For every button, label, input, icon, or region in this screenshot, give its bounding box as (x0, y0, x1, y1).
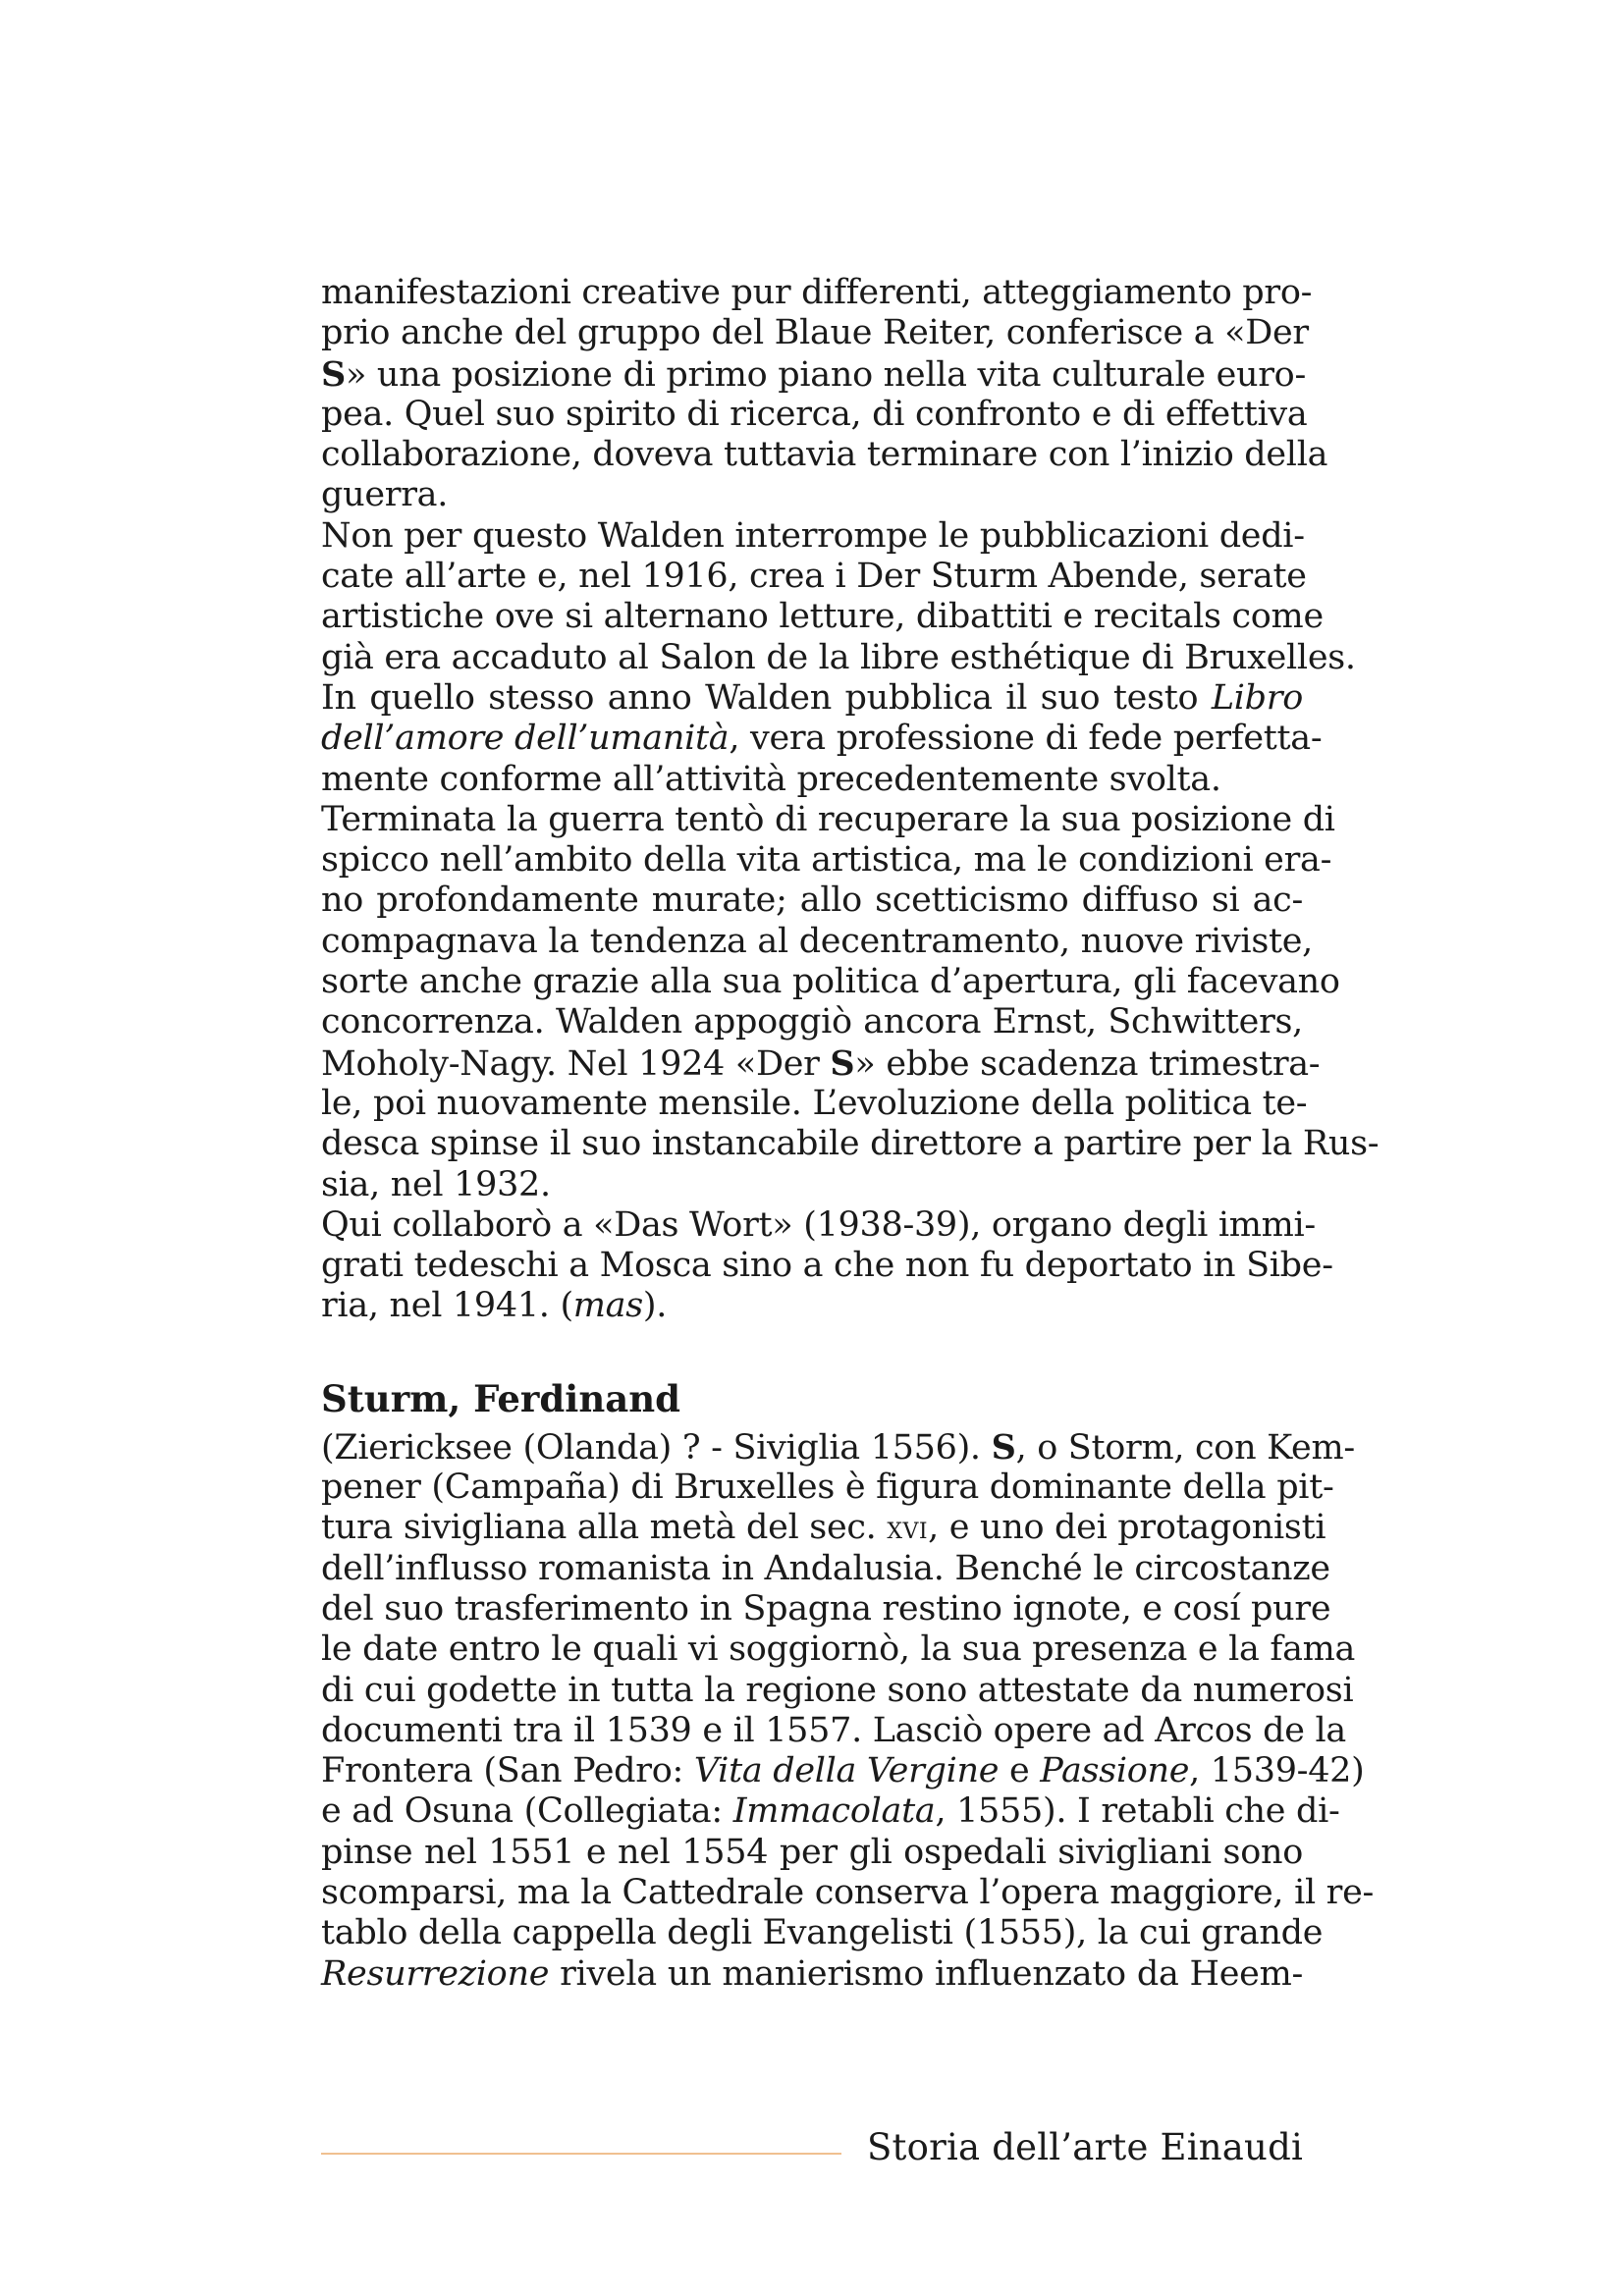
article-line: Non per questo Walden interrompe le pubblicazioni dedi- (321, 515, 1305, 556)
entry-line: dell’influsso romanista in Andalusia. Benché le circostanze (321, 1548, 1330, 1588)
article-line: le, poi nuovamente mensile. L’evoluzione della politica te- (321, 1083, 1308, 1123)
entry-line: (Ziericksee (Olanda) ? - Siviglia 1556). S, o Storm, con Kem- (321, 1426, 1355, 1468)
article-line: concorrenza. Walden appoggiò ancora Ernst, Schwitters, (321, 1002, 1303, 1042)
entry-body (321, 1426, 1375, 1995)
article-continuation (321, 273, 1380, 1327)
footer-rule (321, 2153, 841, 2155)
article-line: spicco nell’ambito della vita artistica, ma le condizioni era- (321, 840, 1332, 881)
article-line: collaborazione, doveva tuttavia terminare con l’inizio della (321, 435, 1328, 475)
entry-line: del suo trasferimento in Spagna restino ignote, e cosí pure (321, 1588, 1331, 1629)
article-line: manifestazioni creative pur differenti, atteggiamento pro- (321, 273, 1313, 312)
entry-line: scomparsi, ma la Cattedrale conserva l’opera maggiore, il re- (321, 1872, 1375, 1912)
article-line: sia, nel 1932. (321, 1164, 551, 1204)
entry-line: e ad Osuna (Collegiata: Immacolata, 1555). I retabli che di- (321, 1791, 1340, 1832)
article-line: no profondamente murate; allo scetticismo diffuso si ac- (321, 881, 1303, 921)
article-line: già era accaduto al Salon de la libre esthétique di Bruxelles. (321, 637, 1356, 677)
article-line: prio anche del gruppo del Blaue Reiter, conferisce a «Der (321, 313, 1309, 353)
article-line: sorte anche grazie alla sua politica d’apertura, gli facevano (321, 962, 1340, 1002)
entry-line: pinse nel 1551 e nel 1554 per gli ospedali sivigliani sono (321, 1832, 1303, 1872)
article-line: S» una posizione di primo piano nella vita culturale euro- (321, 353, 1306, 395)
article-line: grati tedeschi a Mosca sino a che non fu deportato in Sibe- (321, 1246, 1333, 1286)
article-line: guerra. (321, 475, 449, 515)
article-line: desca spinse il suo instancabile direttore a partire per la Rus- (321, 1124, 1380, 1164)
article-line: cate all’arte e, nel 1916, crea i Der Sturm Abende, serate (321, 557, 1307, 597)
entry-heading: Sturm, Ferdinand (321, 1376, 680, 1420)
entry-line: di cui godette in tutta la regione sono attestate da numerosi (321, 1670, 1354, 1710)
article-line: artistiche ove si alternano letture, dibattiti e recitals come (321, 597, 1324, 637)
article-line: compagnava la tendenza al decentramento, nuove riviste, (321, 921, 1313, 961)
page-body (321, 273, 1380, 1995)
article-line: Qui collaborò a «Das Wort» (1938-39), organo degli immi- (321, 1204, 1316, 1245)
entry-line: Frontera (San Pedro: Vita della Vergine e Passione, 1539-42) (321, 1751, 1365, 1791)
article-line: Terminata la guerra tentò di recuperare la sua posizione di (321, 799, 1335, 839)
footer-publication: Storia dell’arte Einaudi (867, 2126, 1303, 2168)
entry-line: pener (Campaña) di Bruxelles è figura dominante della pit- (321, 1468, 1334, 1508)
entry-line: documenti tra il 1539 e il 1557. Lasciò opere ad Arcos de la (321, 1710, 1346, 1750)
entry-line: tablo della cappella degli Evangelisti (1555), la cui grande (321, 1913, 1324, 1953)
entry-line: tura sivigliana alla metà del sec. xvi, e uno dei protagonisti (321, 1508, 1326, 1548)
article-line: ria, nel 1941. (mas). (321, 1286, 668, 1326)
article-line: dell’amore dell’umanità, vera professione di fede perfetta- (321, 719, 1323, 759)
article-line: Moholy-Nagy. Nel 1924 «Der S» ebbe scadenza trimestra- (321, 1042, 1321, 1084)
entry-line: Resurrezione rivela un manierismo influenzato da Heem- (321, 1953, 1303, 1994)
entry-line: le date entro le quali vi soggiornò, la sua presenza e la fama (321, 1629, 1356, 1670)
article-line: In quello stesso anno Walden pubblica il suo testo Libro (321, 677, 1303, 718)
article-line: pea. Quel suo spirito di ricerca, di confronto e di effettiva (321, 394, 1308, 434)
article-line: mente conforme all’attività precedentemente svolta. (321, 759, 1221, 799)
